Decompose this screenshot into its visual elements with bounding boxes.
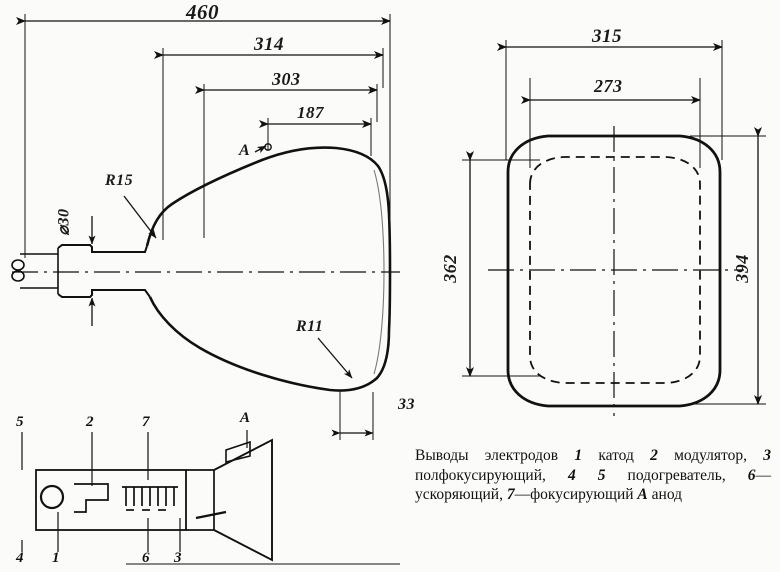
dimension-diameter-30: ⌀30 — [55, 208, 73, 236]
caption-num-3: 3 — [763, 447, 771, 464]
caption-line2-rest: полфокуси — [415, 466, 487, 484]
dimension-303: 303 — [272, 69, 301, 89]
label-A-side: A — [239, 142, 251, 159]
caption-line3: рующий, — [486, 466, 568, 484]
caption-num-6: 6 — [747, 466, 756, 484]
pin-label-7: 7 — [142, 414, 150, 430]
pin-label-4: 4 — [16, 550, 24, 566]
pin-label-1: 1 — [52, 550, 60, 566]
caption-num-A: A — [637, 486, 648, 503]
caption-line4-rest: —фокусирую — [514, 486, 606, 503]
caption-num-1: 1 — [574, 447, 583, 464]
pin-label-5: 5 — [16, 414, 24, 430]
dimension-315: 315 — [592, 26, 622, 47]
caption-line1-prefix: Выводы электродов — [415, 447, 575, 464]
caption-line3-rest: подогреватель, — [605, 466, 726, 484]
caption-line5: щий — [605, 486, 638, 503]
caption-line4-text: —ускоряющий, — [415, 466, 772, 503]
caption-line5-rest: анод — [647, 486, 683, 503]
caption-num-4: 4 — [567, 466, 576, 484]
dimension-394: 394 — [731, 254, 752, 283]
dimension-radius-11: R11 — [296, 318, 324, 335]
dimension-radius-15: R15 — [105, 172, 134, 189]
caption-num-5: 5 — [597, 466, 606, 484]
caption-num-2: 2 — [650, 447, 658, 464]
pin-label-6: 6 — [142, 550, 150, 566]
pin-label-2: 2 — [86, 414, 94, 430]
caption-line2-text: модулятор, — [657, 447, 764, 464]
dimension-33: 33 — [398, 396, 415, 413]
pin-label-3: 3 — [174, 550, 182, 566]
caption-num-7: 7 — [506, 486, 515, 503]
electrode-caption — [415, 446, 771, 505]
caption-line1-rest: катод — [582, 447, 634, 464]
dimension-460: 460 — [186, 0, 219, 24]
base-view-geometry — [22, 430, 400, 564]
dimension-314: 314 — [254, 34, 284, 55]
dimension-273: 273 — [594, 76, 623, 96]
pin-label-A: A — [240, 410, 251, 426]
dimension-362: 362 — [439, 254, 460, 283]
dimension-187: 187 — [297, 103, 324, 122]
